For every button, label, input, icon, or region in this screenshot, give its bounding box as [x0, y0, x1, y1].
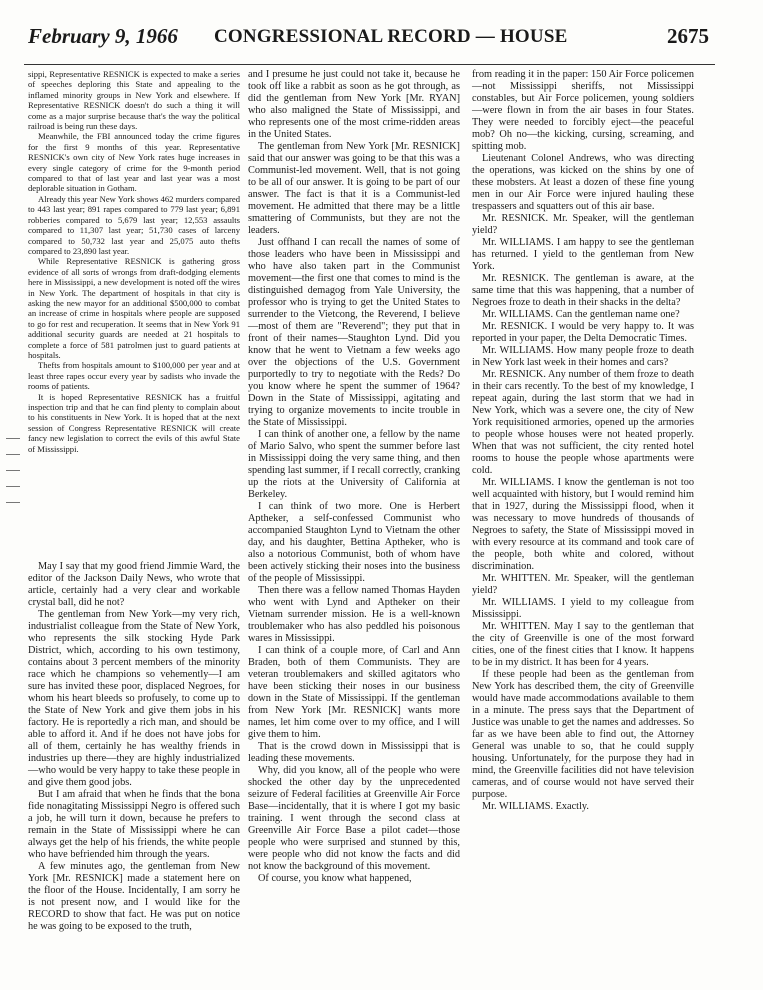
paragraph: While Representative RESNICK is gathering gross evidence of all sorts of wrongs from draft-dodging elements here in Mississippi, a new development is noted off the wires in New York. The department of hospitals in that city is asking the new mayor for an additional $500,000 to combat an increase of crime in hospitals where people are supposed to go for rest and recuperation. It seems that in New York 91 additional security guards are needed at 21 hospitals to complete a force of 581 patrolmen just to guard patients at hospitals.: [28, 256, 240, 360]
paragraph: But I am afraid that when he finds that the bona fide nonagitating Mississippi Negro is offered such a job, he will turn it down, because he prefers to remain in the State of Mississippi where he can always get the help of his friends, the white people who have befriended him through the years.: [28, 789, 240, 860]
paragraph: It is hoped Representative RESNICK has a fruitful inspection trip and that he can find plenty to complain about to his constituents in New York. It is hoped that at the next session of Congress Representative RESNICK will create fancy new legislation to correct the evils of this awful State of Mississippi.: [28, 391, 240, 454]
paragraph: Mr. WHITTEN. May I say to the gentleman that the city of Greenville is one of the most forward cities, one of the finest cities that I know. It happens to be in my district. It has been for 4 years.: [472, 621, 694, 668]
paragraph: Mr. WHITTEN. Mr. Speaker, will the gentleman yield?: [472, 573, 694, 596]
paragraph: Just offhand I can recall the names of some of those leaders who have been in Mississippi and who have also taken part in the Communist movement—the first one that comes to mind is the distinguished demagog from Yale University, the professor who is trying to get the United States to surrender to the Vietcong, the Reverend, I believe—most of them are "Reverend"; they put that in front of their names—Staughton Lynd. Did you know that he went to Vietnam a few weeks ago over the objections of the U.S. Government purportedly to try to negotiate with the Reds? Do you know where he spent the summer of 1964? Down in the State of Mississippi, agitating and trying to organize movements to incite trouble in the State of Mississippi.: [248, 237, 460, 428]
paragraph: from reading it in the paper: 150 Air Force policemen—not Mississippi sheriffs, not Mississippi constables, but Air Force policemen, young soldiers—were flown in from the air bases in four States. They were needed to forcibly eject—the peaceful mob? Oh no—the kicking, cursing, screaming, and spitting mob.: [472, 69, 694, 152]
paragraph: If these people had been as the gentleman from New York has described them, the city of Greenville would have made accommodations available to them in a minute. The press says that the Department of Justice was unable to get the names and addresses. So far as we have been able to find out, the Attorney General was unable to so, that he could supply housing. Unfortunately, for the purpose they had in mind, the Greenville facilities did not have television cameras, and of course would not have served their purpose.: [472, 669, 694, 800]
paragraph: The gentleman from New York [Mr. RESNICK] said that our answer was going to be that this was a Communist-led movement. Well, that is not going to be all of our answer. It is going to be part of our answer. The fact is that it is a Communist-led movement. He admitted that there may be a little smattering of Communists, but they are not the leaders.: [248, 141, 460, 236]
paragraph: Already this year New York shows 462 murders compared to 443 last year; 891 rapes compared to 779 last year; 6,891 robberies compared to 5,679 last year; 12,553 assaults compared to 11,307 last year; 51,730 cases of larceny compared to 50,732 last year and 25,075 auto thefts compared to 23,890 last year.: [28, 193, 240, 256]
paragraph: The gentleman from New York—my very rich, industrialist colleague from the State of New York, who represents the silk stocking Hyde Park District, which, according to his own testimony, contains about 3 percent members of the minority race which he champions so vehemently—I am sure has invited these poor, displaced Negroes, for whom his heart bleeds so profusely, to come up to the State of New York and give them jobs in his factory. He is reportedly a rich man, and should be able to afford it. And if he does not have jobs for all of them, certainly he has wealthy friends in industries up there—they are highly industrialized—who would be very happy to take these people in and give them good jobs.: [28, 609, 240, 788]
paragraph: Why, did you know, all of the people who were shocked the other day by the unprecedented seizure of Federal facilities at Greenville Air Force Base—incidentally, that it is where I got my basic training. I went through the second class at Greenville Air Force Base a pilot cadet—those people who were surprised and stunned by this, were people who did not know the facts and did not know the background of this movement.: [248, 765, 460, 872]
paragraph: Mr. RESNICK. The gentleman is aware, at the same time that this was happening, that a number of Negroes froze to death in their shacks in the delta?: [472, 273, 694, 308]
column-2-body: [248, 69, 460, 885]
paragraph: Mr. WILLIAMS. How many people froze to death in New York last week in their homes and cars?: [472, 345, 694, 368]
paragraph: sippi, Representative RESNICK is expected to make a series of speeches deploring this State and appealing to the inflamed minority groups in New York and elsewhere. If Representative RESNICK doesn't do such a thing it will come as a major surprise because that's the way the political railroad is being run these days.: [28, 69, 240, 132]
header-page-number: 2675: [667, 24, 709, 48]
header-date: February 9, 1966: [28, 24, 178, 48]
page-header: [24, 24, 715, 65]
header-title: CONGRESSIONAL RECORD — HOUSE: [214, 26, 568, 47]
paragraph: and I presume he just could not take it, because he took off like a rabbit as soon as he got through, as did the gentleman from New York [Mr. RYAN] who also maligned the State of Mississippi, and who represents one of the most crime-ridden areas in the United States.: [248, 69, 460, 140]
margin-marks: [4, 430, 24, 550]
paragraph: I can think of two more. One is Herbert Aptheker, a self-confessed Communist who accompanied Staughton Lynd to Vietnam the other day, and his daughter, Bettina Aptheker, who is also a notorious Communist, both of whom have been actively sticking their noses into the business of the people of Mississippi.: [248, 501, 460, 584]
paragraph: Of course, you know what happened,: [258, 873, 412, 884]
paragraph: Mr. RESNICK. Mr. Speaker, will the gentleman yield?: [472, 213, 694, 236]
paragraph: Mr. WILLIAMS. Can the gentleman name one?: [482, 309, 680, 320]
paragraph: Then there was a fellow named Thomas Hayden who went with Lynd and Aptheker on their Vietnam surrender mission. He is a well-known troublemaker who has also peddled his poisonous wares in Mississippi.: [248, 585, 460, 644]
paragraph: Mr. WILLIAMS. I know the gentleman is not too well acquainted with history, but I would remind him that in 1927, during the Mississippi flood, when it was necessary to move hundreds of thousands of Negroes to safety, the State of Mississippi moved in with every resource at its command and took care of the people, both white and colored, without discrimination.: [472, 477, 694, 572]
paragraph: Meanwhile, the FBI announced today the crime figures for the first 9 months of this year. Representative RESNICK's own city of New York rates huge increases in every single category of crime for the 9-month period compared to that of last year and last year was a most deplorable situation in Gotham.: [28, 131, 240, 194]
column-1-body: [28, 561, 240, 933]
paragraph: I can think of another one, a fellow by the name of Mario Salvo, who spent the summer before last in Mississippi doing the very same thing, and then spending last summer, if I recall correctly, cranking up the riots at the University of California at Berkeley.: [248, 429, 460, 500]
paragraph: Mr. RESNICK. I would be very happy to. It was reported in your paper, the Delta Democratic Times.: [472, 321, 694, 344]
column-3-body: [472, 69, 694, 813]
paragraph: Thefts from hospitals amount to $100,000 per year and at least three rapes occur every year by sadists who invade the rooms of patients.: [28, 360, 240, 392]
paragraph: Lieutenant Colonel Andrews, who was directing the operations, was kicked on the shins by one of these mobsters. At least a dozen of these fine young men in our Air Force were injured hauling these trespassers and squatters out of this air base.: [472, 153, 694, 212]
paragraph: Mr. RESNICK. Any number of them froze to death in their cars recently. To the best of my knowledge, I repeat again, during the last storm that we had in New York, which was a severe one, the city of New York requisitioned armories, opened up the armories to people whose houses were not heated properly. When that was not sufficient, the city rented hotel rooms to house the people whose apartments were cold.: [472, 369, 694, 476]
paragraph: May I say that my good friend Jimmie Ward, the editor of the Jackson Daily News, who wrote that article, certainly had a very clear and workable crystal ball, did he not?: [28, 561, 240, 608]
paragraph: That is the crowd down in Mississippi that is leading these movements.: [248, 741, 460, 764]
column-1-small-print: [28, 69, 240, 454]
paragraph: Mr. WILLIAMS. I yield to my colleague from Mississippi.: [472, 597, 694, 620]
paragraph: Mr. WILLIAMS. Exactly.: [482, 801, 589, 812]
paragraph: Mr. WILLIAMS. I am happy to see the gentleman has returned. I yield to the gentleman from New York.: [472, 237, 694, 272]
paragraph: A few minutes ago, the gentleman from New York [Mr. RESNICK] made a statement here on the floor of the House. Incidentally, I am sorry he is not present now, and I would like for the RECORD to show that fact. He was put on notice he was going to be exposed to the truth,: [28, 861, 240, 932]
paragraph: I can think of a couple more, of Carl and Ann Braden, both of them Communists. They are veteran troublemakers and skilled agitators who have been sticking their noses in our business down in the State of Mississippi. If the gentleman from New York [Mr. RESNICK] wants more names, let him come over to my office, and I will give them to him.: [248, 645, 460, 740]
